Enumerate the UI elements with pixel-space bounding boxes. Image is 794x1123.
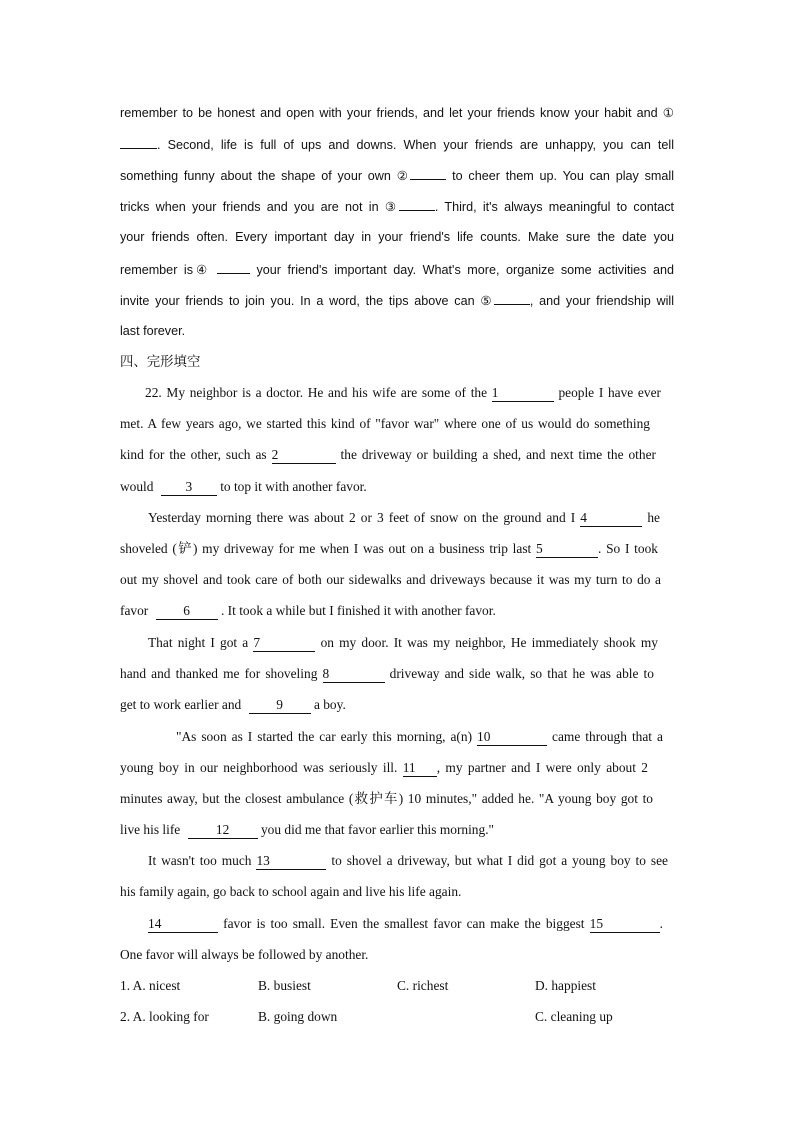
cloze-text: to top it with another favor.	[220, 479, 367, 494]
blank-marker: ④	[193, 263, 211, 277]
passage-line	[120, 258, 674, 280]
cloze-text: people I have ever	[558, 385, 661, 400]
cloze-text: hand and thanked me for shoveling	[120, 666, 318, 681]
cloze-text: would	[120, 479, 154, 494]
answer-blank[interactable]	[410, 164, 446, 180]
cloze-blank-12[interactable]: 12	[188, 823, 258, 839]
cloze-line	[120, 444, 656, 466]
option-2b[interactable]: B. going down	[258, 1009, 338, 1024]
cloze-text: favor	[120, 603, 149, 618]
passage-line	[120, 195, 674, 217]
cloze-line	[145, 382, 661, 404]
cloze-line	[120, 476, 674, 498]
cloze-text: "As soon as I started the car early this morning, a(n)	[176, 729, 473, 744]
cloze-line	[120, 881, 674, 903]
option-1a[interactable]: 1. A. nicest	[120, 978, 181, 993]
passage-text: invite your friends to join you. In a word, the tips above can	[120, 294, 475, 308]
answer-blank[interactable]	[120, 133, 157, 149]
cloze-line	[120, 413, 650, 435]
cloze-line	[148, 632, 658, 654]
answer-blank[interactable]	[399, 195, 435, 211]
cloze-blank-7[interactable]: 7	[253, 636, 315, 652]
option-1d[interactable]: D. happiest	[535, 978, 596, 993]
passage-text: something funny about the shape of your own	[120, 169, 391, 183]
passage-line	[120, 133, 674, 155]
cloze-text: get to work earlier and	[120, 697, 242, 712]
passage-text: remember is	[120, 263, 194, 277]
cloze-line	[148, 507, 660, 529]
option-2a[interactable]: 2. A. looking for	[120, 1009, 209, 1024]
blank-marker: ③	[384, 200, 399, 214]
cloze-text: One favor will always be followed by another.	[120, 947, 369, 962]
cloze-line	[120, 694, 674, 716]
cloze-text: out my shovel and took care of both our sidewalks and driveways because it was my turn to do a	[120, 572, 661, 587]
passage-text: . Second, life is full of ups and downs. When your friends are unhappy, you can tell	[157, 138, 674, 152]
passage-line	[120, 102, 674, 124]
cloze-blank-5[interactable]: 5	[536, 542, 598, 558]
answer-blank[interactable]	[217, 258, 250, 274]
passage-text: your friend's important day. What's more, organize some activities and	[256, 263, 675, 277]
cloze-blank-4[interactable]: 4	[580, 511, 642, 527]
cloze-line	[120, 569, 661, 591]
cloze-text: met. A few years ago, we started this kind of "favor war" where one of us would do something	[120, 416, 650, 431]
cloze-blank-8[interactable]: 8	[323, 667, 385, 683]
cloze-line	[120, 600, 674, 622]
passage-text: remember to be honest and open with your friends, and let your friends know your habit and	[120, 106, 658, 120]
cloze-line	[120, 819, 674, 841]
cloze-blank-9[interactable]: 9	[249, 698, 311, 714]
option-1c[interactable]: C. richest	[397, 978, 449, 993]
blank-marker: ①	[662, 106, 675, 120]
cloze-text: .	[659, 916, 663, 931]
passage-text: your friends often. Every important day in your friend's life counts. Make sure the date you	[120, 230, 674, 244]
passage-text: . Third, it's always meaningful to contact	[434, 200, 675, 214]
cloze-text: he	[647, 510, 660, 525]
cloze-text: driveway and side walk, so that he was able to	[389, 666, 654, 681]
passage-line	[120, 320, 674, 342]
cloze-line	[120, 944, 674, 966]
passage-line	[120, 164, 674, 186]
cloze-line	[148, 913, 663, 935]
cloze-text: . It took a while but I finished it with another favor.	[220, 603, 496, 618]
blank-marker: ②	[396, 169, 411, 183]
cloze-text: the driveway or building a shed, and next time the other	[340, 447, 656, 462]
cloze-text: , my partner and I were only about 2	[436, 760, 648, 775]
cloze-text: It wasn't too much	[148, 853, 252, 868]
passage-text: tricks when your friends and you are not in	[120, 200, 379, 214]
option-2c[interactable]: C. cleaning up	[535, 1009, 613, 1024]
passage-line	[120, 289, 674, 311]
cloze-text: favor is too small. Even the smallest favor can make the biggest	[223, 916, 585, 931]
cloze-line	[148, 850, 668, 872]
cloze-text: a boy.	[313, 697, 346, 712]
blank-marker: ⑤	[480, 294, 494, 308]
cloze-line	[120, 788, 653, 810]
answer-blank[interactable]	[494, 289, 530, 305]
cloze-blank-1[interactable]: 1	[492, 386, 554, 402]
cloze-line	[120, 663, 654, 685]
cloze-text: came through that a	[552, 729, 663, 744]
cloze-text: you did me that favor earlier this morning."	[260, 822, 495, 837]
cloze-text: to shovel a driveway, but what I did got a young boy to see	[331, 853, 668, 868]
cloze-blank-10[interactable]: 10	[477, 730, 547, 746]
cloze-line	[176, 726, 663, 748]
passage-text: to cheer them up. You can play small	[452, 169, 674, 183]
cloze-blank-14[interactable]: 14	[148, 917, 218, 933]
cloze-blank-13[interactable]: 13	[256, 854, 326, 870]
cloze-blank-11[interactable]: 11	[403, 761, 437, 777]
cloze-text: young boy in our neighborhood was seriously ill.	[120, 760, 398, 775]
cloze-line	[120, 538, 658, 560]
cloze-text: That night I got a	[148, 635, 249, 650]
cloze-text: . So I took	[598, 541, 658, 556]
cloze-text: 22. My neighbor is a doctor. He and his wife are some of the	[145, 385, 488, 400]
passage-line	[120, 226, 674, 248]
cloze-blank-15[interactable]: 15	[590, 917, 660, 933]
cloze-text: kind for the other, such as	[120, 447, 267, 462]
cloze-line	[120, 757, 648, 779]
cloze-blank-6[interactable]: 6	[156, 604, 218, 620]
cloze-text: live his life	[120, 822, 181, 837]
cloze-text: his family again, go back to school again and live his life again.	[120, 884, 462, 899]
passage-text: , and your friendship will	[529, 294, 674, 308]
cloze-text: Yesterday morning there was about 2 or 3 feet of snow on the ground and I	[148, 510, 576, 525]
section-title: 四、完形填空	[120, 354, 201, 369]
cloze-text: on my door. It was my neighbor, He immediately shook my	[320, 635, 658, 650]
cloze-text: minutes away, but the closest ambulance (救护车) 10 minutes," added he. "A young boy got to	[120, 791, 653, 806]
cloze-blank-3[interactable]: 3	[161, 480, 217, 496]
cloze-blank-2[interactable]: 2	[272, 448, 336, 464]
option-1b[interactable]: B. busiest	[258, 978, 311, 993]
passage-text: last forever.	[120, 324, 186, 338]
cloze-text: shoveled (铲) my driveway for me when I was out on a business trip last	[120, 541, 532, 556]
